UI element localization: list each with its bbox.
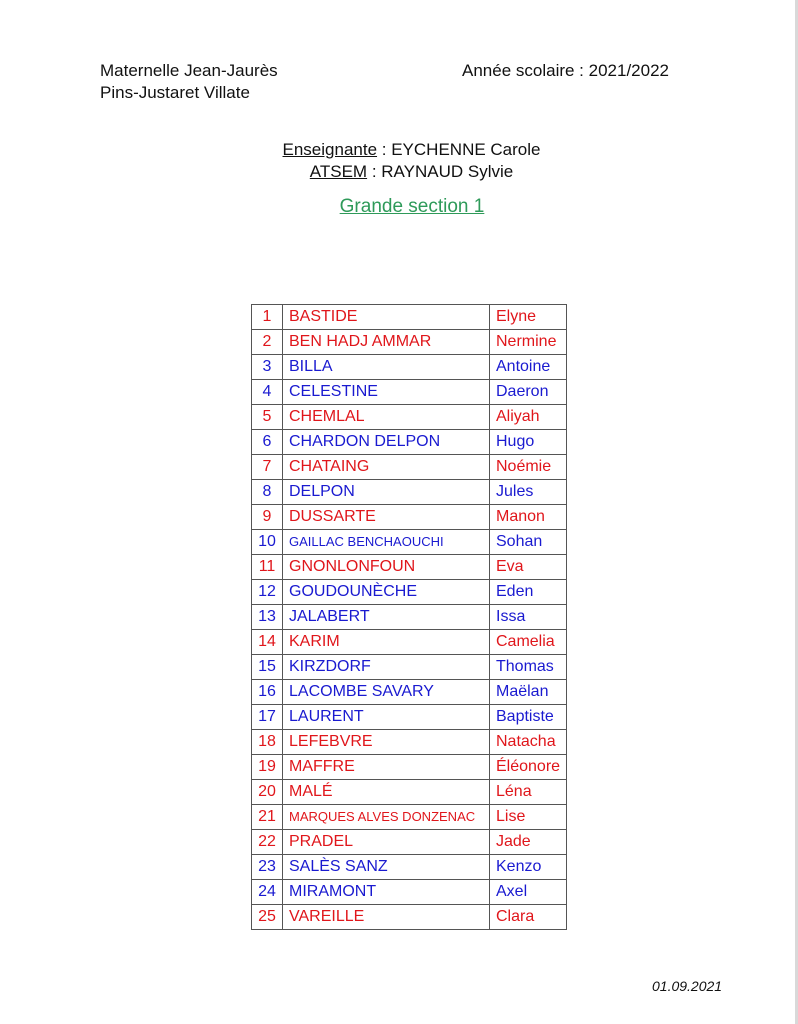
student-number: 7 xyxy=(252,455,283,480)
student-first-name: Hugo xyxy=(490,430,567,455)
school-info xyxy=(100,60,278,104)
table-row xyxy=(252,330,567,355)
student-number: 16 xyxy=(252,680,283,705)
table-row xyxy=(252,705,567,730)
student-first-name: Thomas xyxy=(490,655,567,680)
student-first-name: Lise xyxy=(490,805,567,830)
student-first-name: Manon xyxy=(490,505,567,530)
student-number: 5 xyxy=(252,405,283,430)
atsem-name: : RAYNAUD Sylvie xyxy=(367,162,514,181)
student-first-name: Léna xyxy=(490,780,567,805)
student-number: 22 xyxy=(252,830,283,855)
student-number: 24 xyxy=(252,880,283,905)
student-surname: LEFEBVRE xyxy=(283,730,490,755)
student-surname: LAURENT xyxy=(283,705,490,730)
student-number: 12 xyxy=(252,580,283,605)
student-first-name: Daeron xyxy=(490,380,567,405)
table-row xyxy=(252,405,567,430)
student-surname: CHEMLAL xyxy=(283,405,490,430)
student-surname: BASTIDE xyxy=(283,305,490,330)
student-first-name: Clara xyxy=(490,905,567,930)
student-first-name: Nermine xyxy=(490,330,567,355)
student-first-name: Baptiste xyxy=(490,705,567,730)
student-surname: CHATAING xyxy=(283,455,490,480)
student-number: 21 xyxy=(252,805,283,830)
student-table-body xyxy=(252,305,567,930)
student-first-name: Éléonore xyxy=(490,755,567,780)
student-surname: JALABERT xyxy=(283,605,490,630)
student-surname: KARIM xyxy=(283,630,490,655)
student-number: 2 xyxy=(252,330,283,355)
student-first-name: Issa xyxy=(490,605,567,630)
table-row xyxy=(252,605,567,630)
student-number: 20 xyxy=(252,780,283,805)
student-first-name: Camelia xyxy=(490,630,567,655)
teacher-name: : EYCHENNE Carole xyxy=(377,140,541,159)
student-first-name: Sohan xyxy=(490,530,567,555)
table-row xyxy=(252,555,567,580)
table-row xyxy=(252,380,567,405)
table-row xyxy=(252,905,567,930)
document-date: 01.09.2021 xyxy=(652,978,723,994)
student-surname: GAILLAC BENCHAOUCHI xyxy=(283,530,490,555)
student-surname: MAFFRE xyxy=(283,755,490,780)
table-row xyxy=(252,430,567,455)
student-surname: DUSSARTE xyxy=(283,505,490,530)
student-number: 19 xyxy=(252,755,283,780)
student-first-name: Jules xyxy=(490,480,567,505)
table-row xyxy=(252,755,567,780)
atsem-label: ATSEM xyxy=(309,162,368,181)
student-table xyxy=(251,304,567,930)
school-location: Pins-Justaret Villate xyxy=(100,83,250,102)
student-surname: CHARDON DELPON xyxy=(283,430,490,455)
teacher-line xyxy=(0,139,798,161)
student-number: 1 xyxy=(252,305,283,330)
table-row xyxy=(252,480,567,505)
student-number: 6 xyxy=(252,430,283,455)
student-number: 11 xyxy=(252,555,283,580)
table-row xyxy=(252,530,567,555)
student-number: 3 xyxy=(252,355,283,380)
student-number: 14 xyxy=(252,630,283,655)
table-row xyxy=(252,305,567,330)
student-surname: GOUDOUNÈCHE xyxy=(283,580,490,605)
student-number: 23 xyxy=(252,855,283,880)
student-number: 18 xyxy=(252,730,283,755)
table-row xyxy=(252,830,567,855)
student-first-name: Antoine xyxy=(490,355,567,380)
staff-info xyxy=(0,139,798,183)
student-surname: LACOMBE SAVARY xyxy=(283,680,490,705)
student-first-name: Kenzo xyxy=(490,855,567,880)
atsem-line xyxy=(0,161,798,183)
school-name: Maternelle Jean-Jaurès xyxy=(100,61,278,80)
student-number: 4 xyxy=(252,380,283,405)
school-year: Année scolaire : 2021/2022 xyxy=(462,61,669,80)
student-first-name: Eden xyxy=(490,580,567,605)
student-surname: DELPON xyxy=(283,480,490,505)
student-surname: CELESTINE xyxy=(283,380,490,405)
student-first-name: Natacha xyxy=(490,730,567,755)
student-surname: SALÈS SANZ xyxy=(283,855,490,880)
table-row xyxy=(252,805,567,830)
student-first-name: Aliyah xyxy=(490,405,567,430)
table-row xyxy=(252,455,567,480)
table-row xyxy=(252,680,567,705)
table-row xyxy=(252,730,567,755)
table-row xyxy=(252,855,567,880)
table-row xyxy=(252,580,567,605)
student-number: 15 xyxy=(252,655,283,680)
student-first-name: Jade xyxy=(490,830,567,855)
table-row xyxy=(252,630,567,655)
student-surname: PRADEL xyxy=(283,830,490,855)
student-surname: VAREILLE xyxy=(283,905,490,930)
student-number: 17 xyxy=(252,705,283,730)
table-row xyxy=(252,355,567,380)
student-number: 9 xyxy=(252,505,283,530)
student-surname: MARQUES ALVES DONZENAC xyxy=(283,805,490,830)
student-first-name: Elyne xyxy=(490,305,567,330)
student-first-name: Eva xyxy=(490,555,567,580)
student-first-name: Noémie xyxy=(490,455,567,480)
student-surname: BILLA xyxy=(283,355,490,380)
student-number: 13 xyxy=(252,605,283,630)
student-number: 25 xyxy=(252,905,283,930)
student-surname: BEN HADJ AMMAR xyxy=(283,330,490,355)
student-number: 8 xyxy=(252,480,283,505)
student-surname: KIRZDORF xyxy=(283,655,490,680)
table-row xyxy=(252,880,567,905)
student-first-name: Axel xyxy=(490,880,567,905)
student-surname: MIRAMONT xyxy=(283,880,490,905)
table-row xyxy=(252,780,567,805)
student-first-name: Maëlan xyxy=(490,680,567,705)
teacher-label: Enseignante xyxy=(282,140,378,159)
student-number: 10 xyxy=(252,530,283,555)
student-surname: MALÉ xyxy=(283,780,490,805)
student-surname: GNONLONFOUN xyxy=(283,555,490,580)
table-row xyxy=(252,505,567,530)
table-row xyxy=(252,655,567,680)
class-title: Grande section 1 xyxy=(339,196,485,217)
